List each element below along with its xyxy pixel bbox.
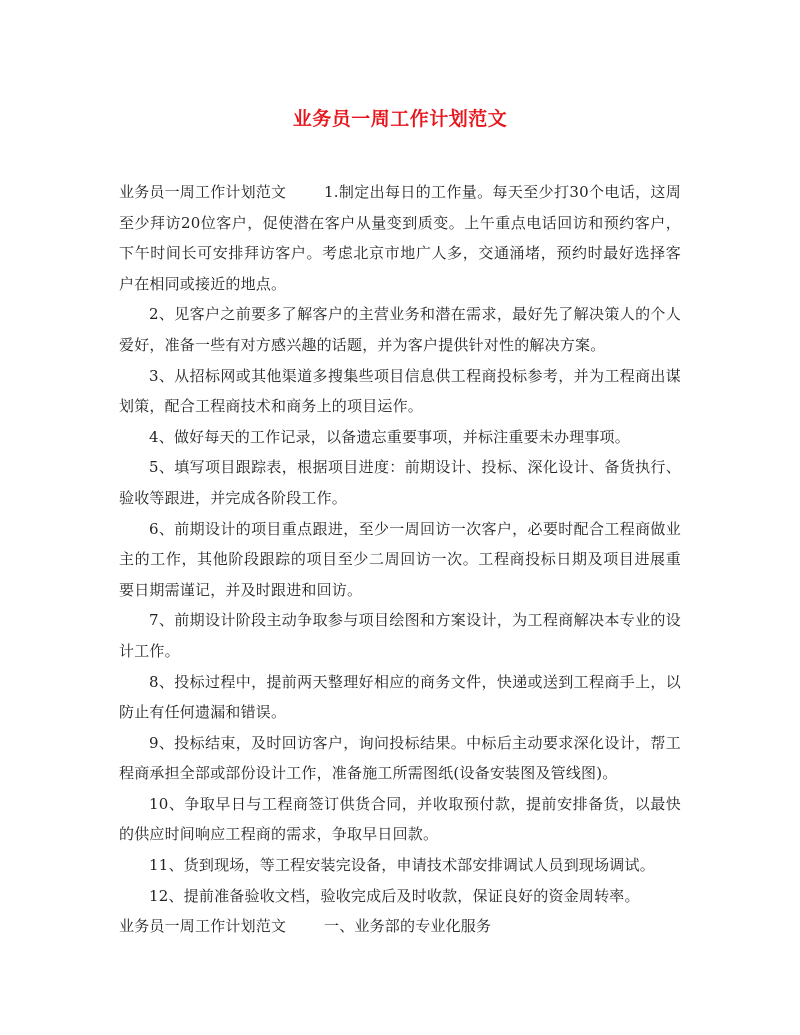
paragraph-text: 一、业务部的专业化服务: [324, 917, 492, 936]
paragraph-lead: 业务员一周工作计划范文: [119, 917, 287, 936]
paragraph-7: 7、前期设计阶段主动争取参与项目绘图和方案设计，为工程商解决本专业的设计工作。: [119, 611, 681, 660]
paragraph-13: [119, 911, 681, 942]
paragraph-6: 6、前期设计的项目重点跟进，至少一周回访一次客户，必要时配合工程商做业主的工作，其他阶段跟踪的项目至少二周回访一次。工程商投标日期及项目进展重要日期需谨记，并及时跟进和回访。: [119, 519, 681, 599]
paragraph-4: 4、做好每天的工作记录，以备遗忘重要事项，并标注重要未办理事项。: [149, 427, 630, 446]
paragraph-10: 10、争取早日与工程商签订供货合同，并收取预付款，提前安排备货，以最快的供应时间响应工程商的需求，争取早日回款。: [119, 794, 681, 844]
paragraph-3: 3、从招标网或其他渠道多搜集些项目信息供工程商投标参考，并为工程商出谋划策，配合工程商技术和商务上的项目运作。: [119, 366, 681, 416]
paragraph-text: 1.制定出每日的工作量。每天至少打30个电话，这周至少拜访20位客户，促使潜在客户从量变到质变。上午重点电话回访和预约客户，下午时间长可安排拜访客户。考虑北京市地广人多，交通涌堵，预约时最好选择客户在相同或接近的地点。: [119, 183, 681, 293]
paragraph-9: 9、投标结束，及时回访客户，询问投标结果。中标后主动要求深化设计，帮工程商承担全部或部份设计工作，准备施工所需图纸(设备安装图及管线图)。: [119, 733, 681, 783]
paragraph-8: 8、投标过程中，提前两天整理好相应的商务文件，快递或送到工程商手上，以防止有任何遗漏和错误。: [119, 672, 681, 722]
document-title: 业务员一周工作计划范文: [292, 108, 508, 130]
document-body: [119, 177, 681, 942]
paragraph-lead: 业务员一周工作计划范文: [119, 183, 287, 201]
paragraph-1: [119, 177, 681, 299]
paragraph-5: 5、填写项目跟踪表，根据项目进度：前期设计、投标、深化设计、备货执行、验收等跟进，并完成各阶段工作。: [119, 458, 681, 507]
paragraph-12: 12、提前准备验收文档，验收完成后及时收款，保证良好的资金周转率。: [149, 886, 640, 905]
paragraph-11: 11、货到现场，等工程安装完设备，申请技术部安排调试人员到现场调试。: [149, 856, 655, 875]
paragraph-2: 2、见客户之前要多了解客户的主营业务和潜在需求，最好先了解决策人的个人爱好，准备一些有对方感兴趣的话题，并为客户提供针对性的解决方案。: [119, 305, 681, 354]
